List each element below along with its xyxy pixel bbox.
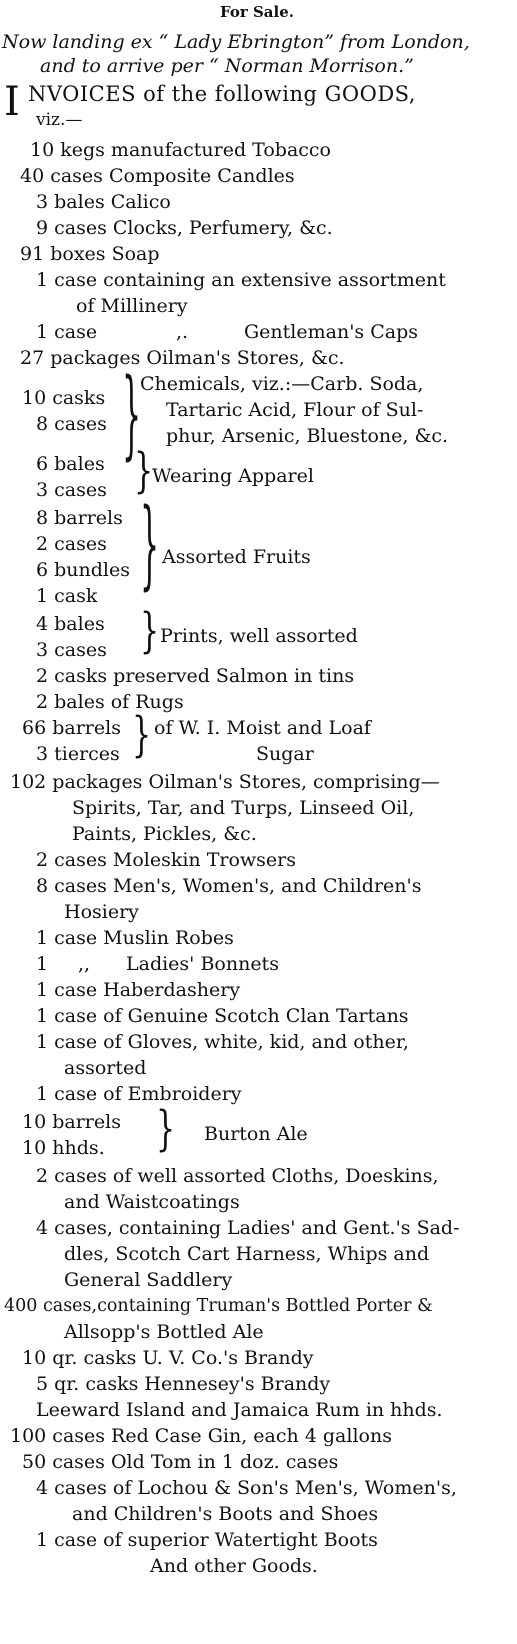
brace: } <box>132 707 152 764</box>
item-line: 2 cases Moleskin Trowsers <box>36 849 296 871</box>
subtitle-line-2: and to arrive per “ Norman Morrison.” <box>40 55 414 77</box>
item-line: assorted <box>64 1057 147 1079</box>
item-line: Hosiery <box>64 901 139 923</box>
item-line: Sugar <box>256 743 314 765</box>
ditto-mark: ,, <box>78 953 91 975</box>
brace: } <box>122 360 142 473</box>
brace: } <box>134 443 154 500</box>
item-line: 1 case <box>36 321 98 343</box>
drop-cap: I <box>4 79 20 125</box>
brace: } <box>140 490 160 603</box>
item-line: 91 boxes Soap <box>20 243 160 265</box>
item-line: 1 case Muslin Robes <box>36 927 234 949</box>
item-line: 1 case of Gloves, white, kid, and other, <box>36 1031 409 1053</box>
item-line: 27 packages Oilman's Stores, &c. <box>20 347 345 369</box>
item-line: of W. I. Moist and Loaf <box>154 717 371 739</box>
item-line: 4 cases of Lochou & Son's Men's, Women's, <box>36 1477 457 1499</box>
item-line: of Millinery <box>76 295 188 317</box>
item-line: 1 cask <box>36 585 98 607</box>
item-line: Ladies' Bonnets <box>126 953 279 975</box>
item-line: 100 cases Red Case Gin, each 4 gallons <box>10 1425 392 1447</box>
item-line: Gentleman's Caps <box>244 321 418 343</box>
item-line: Allsopp's Bottled Ale <box>64 1321 264 1343</box>
item-line: Tartaric Acid, Flour of Sul- <box>166 399 424 421</box>
item-line: 6 bales <box>36 453 105 475</box>
item-line: 40 cases Composite Candles <box>20 165 295 187</box>
item-line: 10 kegs manufactured Tobacco <box>30 139 331 161</box>
item-line: 10 barrels <box>22 1111 121 1133</box>
item-line: 1 case of Genuine Scotch Clan Tartans <box>36 1005 409 1027</box>
item-line: 4 cases, containing Ladies' and Gent.'s Sad- <box>36 1217 460 1239</box>
item-line: 3 cases <box>36 639 107 661</box>
item-line: 8 cases <box>36 413 107 435</box>
item-line: and Waistcoatings <box>64 1191 240 1213</box>
item-line: 10 qr. casks U. V. Co.'s Brandy <box>22 1347 314 1369</box>
item-line: 1 case Haberdashery <box>36 979 241 1001</box>
ditto-mark: ,. <box>176 321 189 343</box>
for-sale-heading: For Sale. <box>220 3 294 21</box>
item-line: 1 case of superior Watertight Boots <box>36 1529 378 1551</box>
item-line: Wearing Apparel <box>152 465 314 487</box>
item-line: Spirits, Tar, and Turps, Linseed Oil, <box>72 797 415 819</box>
item-line: phur, Arsenic, Bluestone, &c. <box>166 425 449 447</box>
item-line: General Saddlery <box>64 1269 233 1291</box>
intro-line-2: viz.— <box>36 110 83 130</box>
item-line: 3 bales Calico <box>36 191 171 213</box>
closing-line: And other Goods. <box>150 1555 318 1577</box>
item-line: dles, Scotch Cart Harness, Whips and <box>64 1243 430 1265</box>
item-line: Paints, Pickles, &c. <box>72 823 257 845</box>
brace: } <box>156 1101 176 1158</box>
item-line: 66 barrels <box>22 717 121 739</box>
item-line: 2 cases <box>36 533 107 555</box>
item-line: 3 tierces <box>36 743 120 765</box>
subtitle-line-1: Now landing ex “ Lady Ebrington” from London, <box>2 31 470 53</box>
item-line: 5 qr. casks Hennesey's Brandy <box>36 1373 331 1395</box>
item-line: Leeward Island and Jamaica Rum in hhds. <box>36 1399 443 1421</box>
item-line: 3 cases <box>36 479 107 501</box>
intro-line-1: NVOICES of the following GOODS, <box>28 82 416 106</box>
brace: } <box>140 603 160 660</box>
item-line: 2 cases of well assorted Cloths, Doeskins, <box>36 1165 439 1187</box>
item-line: 10 casks <box>22 387 106 409</box>
item-line: 10 hhds. <box>22 1137 105 1159</box>
item-line: 6 bundles <box>36 559 130 581</box>
item-line: Burton Ale <box>204 1123 308 1145</box>
item-line: 102 packages Oilman's Stores, comprising— <box>10 771 440 793</box>
item-line: 8 cases Men's, Women's, and Children's <box>36 875 422 897</box>
item-line: Chemicals, viz.:—Carb. Soda, <box>140 373 424 395</box>
item-line: 9 cases Clocks, Perfumery, &c. <box>36 217 333 239</box>
item-line: 8 barrels <box>36 507 123 529</box>
item-line: 1 <box>36 953 49 975</box>
item-line: 1 case of Embroidery <box>36 1083 242 1105</box>
item-line: 400 cases,containing Truman's Bottled Porter & <box>4 1296 433 1316</box>
item-line: Assorted Fruits <box>162 546 311 568</box>
item-line: 2 bales of Rugs <box>36 691 184 713</box>
item-line: 1 case containing an extensive assortment <box>36 269 446 291</box>
item-line: 50 cases Old Tom in 1 doz. cases <box>22 1451 339 1473</box>
item-line: 2 casks preserved Salmon in tins <box>36 665 355 687</box>
item-line: Prints, well assorted <box>160 625 358 647</box>
item-line: 4 bales <box>36 613 105 635</box>
item-line: and Children's Boots and Shoes <box>72 1503 379 1525</box>
